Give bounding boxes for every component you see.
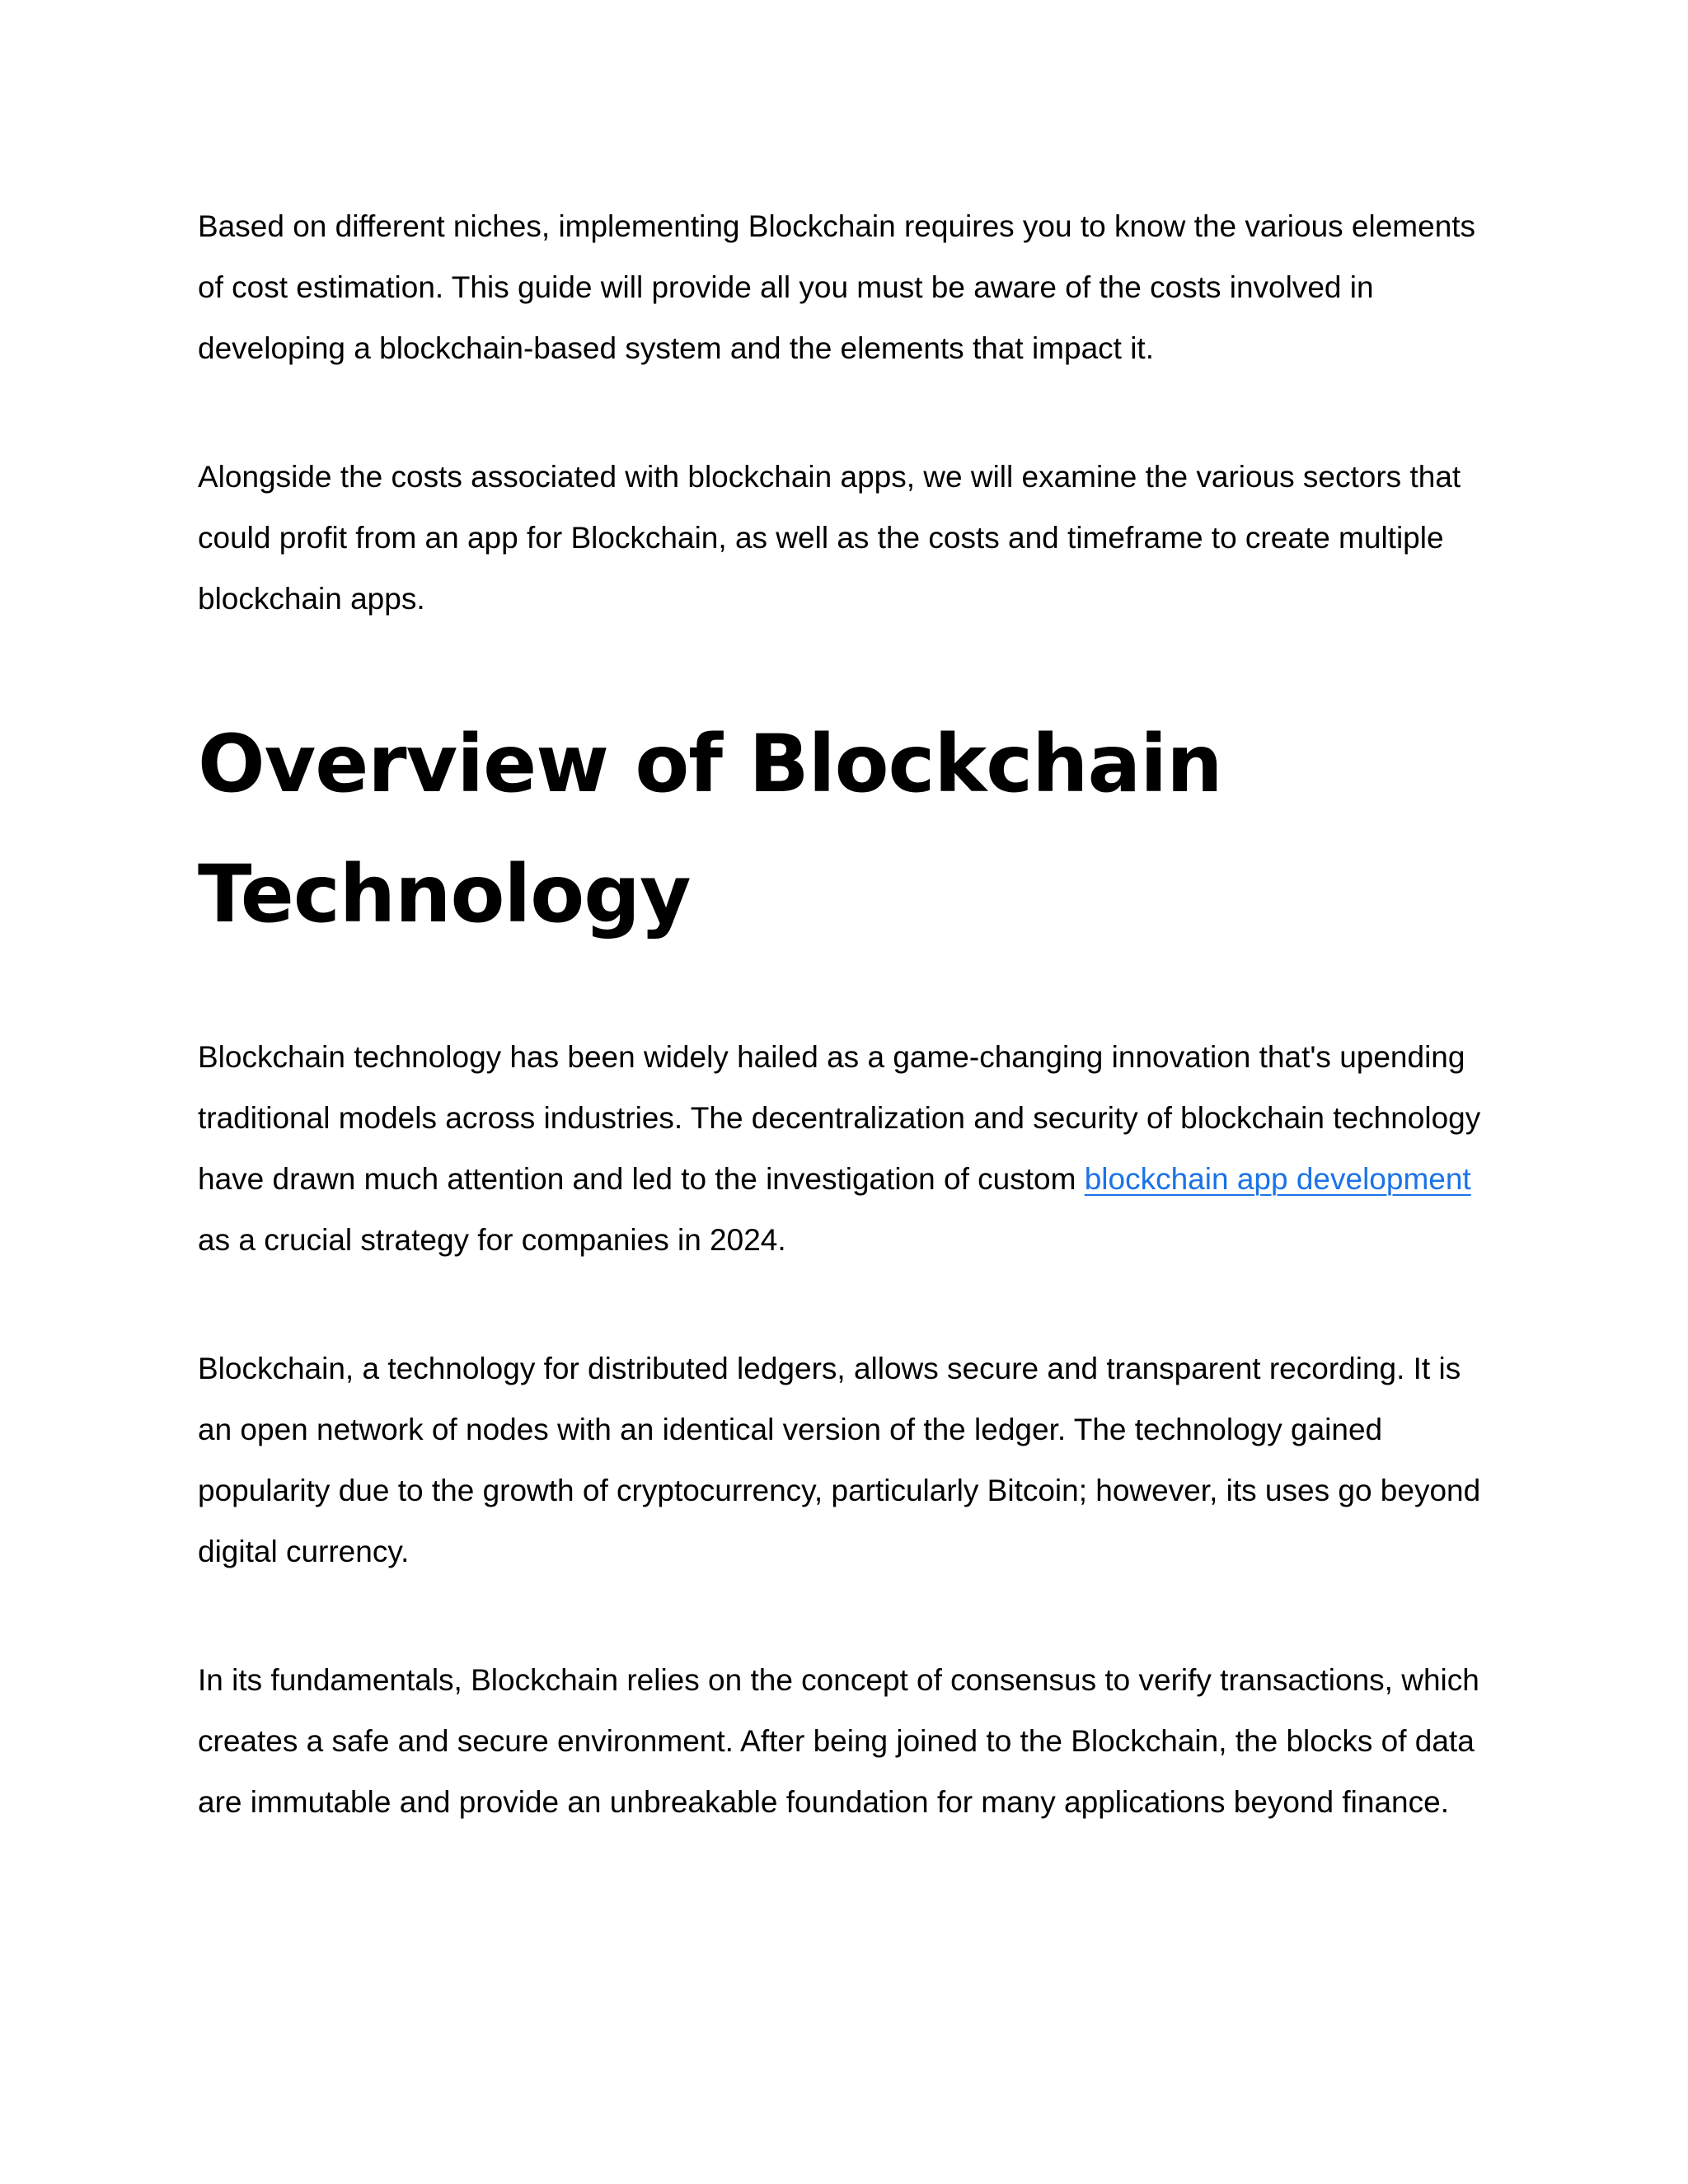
section-paragraph: In its fundamentals, Blockchain relies on the concept of consensus to verify transactions, which creates a safe and secure environment. After being joined to the Blockchain, the blocks of data are immutable and provide an unbreakable foundation for many applications beyond finance. <box>198 1663 1479 1819</box>
blockchain-app-development-link[interactable]: blockchain app development <box>1084 1162 1471 1196</box>
intro-paragraph: Alongside the costs associated with blockchain apps, we will examine the various sectors that could profit from an app for Blockchain, as well as the costs and timeframe to create multiple blockchain apps. <box>198 460 1461 616</box>
section-paragraph <box>198 1027 1500 1271</box>
section-paragraph: Blockchain, a technology for distributed ledgers, allows secure and transparent recording. It is an open network of nodes with an identical version of the ledger. The technology gained popularity due to the growth of cryptocurrency, particularly Bitcoin; however, its uses go beyond digital currency. <box>198 1352 1481 1568</box>
section-heading: Overview of Blockchain Technology <box>198 718 1222 940</box>
intro-paragraph: Based on different niches, implementing Blockchain requires you to know the various elements of cost estimation. This guide will provide all you must be aware of the costs involved in developing a blockchain-based system and the elements that impact it. <box>198 209 1476 365</box>
document-page <box>198 196 1500 1833</box>
paragraph-text: Blockchain technology has been widely hailed as a game-changing innovation that's upending traditional models across industries. The decentralization and security of blockchain technology have drawn much attention and led to the investigation of custom <box>198 1040 1481 1196</box>
paragraph-text: as a crucial strategy for companies in 2024. <box>198 1223 786 1257</box>
